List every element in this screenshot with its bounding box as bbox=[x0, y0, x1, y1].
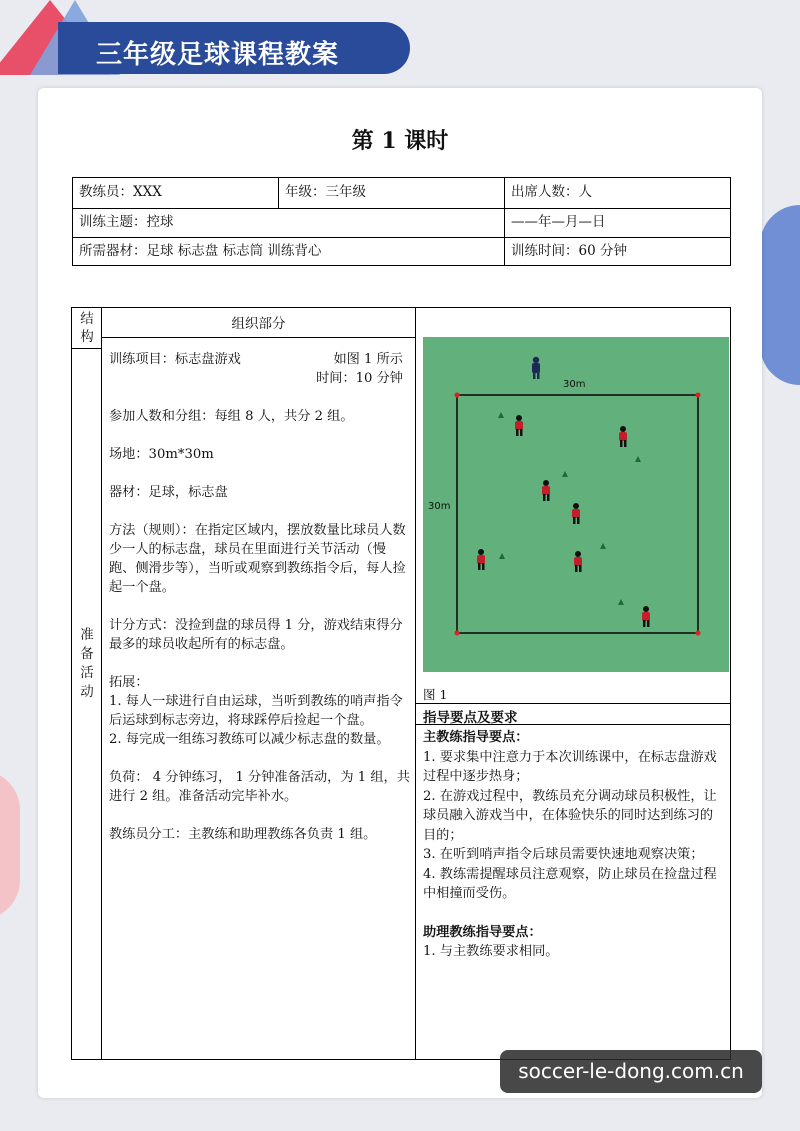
cone-marker bbox=[618, 599, 624, 605]
organization-header: 组织部分 bbox=[231, 316, 286, 332]
head-coach-title: 主教练指导要点： bbox=[423, 730, 529, 745]
player-figure bbox=[619, 426, 627, 447]
guidance-point: 4. 教练需提醒球员注意观察，防止球员在捡盘过程中相撞而受伤。 bbox=[423, 866, 717, 901]
attendance-cell: 出席人数：人 bbox=[504, 178, 730, 208]
row-divider bbox=[72, 348, 101, 349]
dimension-label-top: 30m bbox=[563, 379, 586, 390]
cone-marker bbox=[600, 543, 606, 549]
player-figure bbox=[572, 503, 580, 524]
equipment-line: 器材：足球，标志盘 bbox=[109, 485, 228, 500]
guidance-header: 指导要点及要求 bbox=[423, 710, 518, 726]
duration-cell: 训练时间：60 分钟 bbox=[504, 237, 730, 265]
header-title: 三年级足球课程教案 bbox=[96, 40, 340, 70]
row-divider bbox=[101, 337, 415, 338]
theme-cell: 训练主题：控球 bbox=[79, 214, 174, 230]
project-name: 训练项目：标志盘游戏 bbox=[109, 352, 241, 367]
lesson-plan-table bbox=[71, 307, 731, 1060]
cone-marker bbox=[498, 412, 504, 418]
player-figure bbox=[477, 549, 485, 570]
lesson-title: 第 1 课时 bbox=[351, 128, 449, 154]
cone-marker bbox=[499, 553, 505, 559]
column-divider bbox=[101, 308, 102, 1059]
extension-title: 拓展： bbox=[109, 675, 149, 690]
coach-figure bbox=[532, 357, 540, 379]
site-watermark: soccer-le-dong.com.cn bbox=[500, 1050, 762, 1093]
coach-cell: 教练员：XXX bbox=[79, 184, 162, 200]
cone-marker bbox=[562, 471, 568, 477]
assistant-coach-title: 助理教练指导要点： bbox=[423, 924, 542, 940]
guidance-point: 3. 在听到哨声指令后球员需要快速地观察决策； bbox=[423, 847, 704, 862]
equipment-cell: 所需器材：足球 标志盘 标志筒 训练背心 bbox=[79, 243, 322, 259]
column-divider bbox=[415, 308, 416, 1059]
pitch-svg bbox=[423, 337, 729, 672]
corner-marker bbox=[696, 631, 701, 636]
cone-marker bbox=[635, 456, 641, 462]
structure-header: 结构 bbox=[80, 311, 94, 345]
info-row bbox=[73, 178, 730, 209]
guidance-point: 2. 在游戏过程中，教练员充分调动球员积极性，让球员融入游戏当中，在体验快乐的同时达到练习的目的； bbox=[423, 788, 717, 843]
extension-item: 1. 每人一球进行自由运球，当听到教练的哨声指令后运球到标志旁边，将球踩停后捡起一个盘。 bbox=[109, 694, 403, 728]
side-decoration-left bbox=[0, 770, 20, 920]
drill-diagram bbox=[423, 337, 729, 672]
date-cell: ——年—月—日 bbox=[504, 208, 730, 237]
activity-description bbox=[109, 350, 411, 844]
corner-marker bbox=[455, 393, 460, 398]
scoring-paragraph: 计分方式：没捡到盘的球员得 1 分，游戏结束得分最多的球员收起所有的标志盘。 bbox=[109, 618, 403, 652]
load-paragraph: 负荷： 4 分钟练习， 1 分钟准备活动，为 1 组，共进行 2 组。准备活动完毕补水。 bbox=[109, 770, 410, 804]
figure-reference: 如图 1 所示 bbox=[333, 352, 403, 367]
field-line: 场地：30m*30m bbox=[109, 447, 214, 462]
info-row bbox=[73, 208, 730, 238]
figure-caption: 图 1 bbox=[423, 687, 448, 702]
corner-marker bbox=[455, 631, 460, 636]
guidance-point: 1. 与主教练要求相同。 bbox=[423, 944, 559, 959]
method-paragraph: 方法（规则）：在指定区域内，摆放数量比球员人数少一人的标志盘，球员在里面进行关节活动（慢跑、侧滑步等），当听或观察到教练指令后，每人捡起一个盘。 bbox=[109, 523, 406, 595]
dimension-label-left: 30m bbox=[428, 501, 451, 512]
row-divider bbox=[415, 703, 730, 704]
time-line: 时间：10 分钟 bbox=[316, 371, 403, 386]
player-figure bbox=[642, 606, 650, 627]
grade-cell: 年级：三年级 bbox=[278, 178, 504, 208]
info-row bbox=[73, 237, 730, 265]
extension-item: 2. 每完成一组练习教练可以减少标志盘的数量。 bbox=[109, 732, 390, 747]
guidance-point: 1. 要求集中注意力于本次训练课中，在标志盘游戏过程中逐步热身； bbox=[423, 749, 717, 784]
section-label: 准备活动 bbox=[80, 627, 94, 700]
players-line: 参加人数和分组：每组 8 人，共分 2 组。 bbox=[109, 409, 354, 424]
player-figure bbox=[515, 415, 523, 436]
guidance-content bbox=[423, 728, 726, 962]
division-paragraph: 教练员分工：主教练和助理教练各负责 1 组。 bbox=[109, 827, 377, 842]
side-decoration-right bbox=[760, 205, 800, 385]
lesson-info-table bbox=[72, 177, 731, 266]
player-figure bbox=[574, 551, 582, 572]
player-figure bbox=[542, 480, 550, 501]
corner-marker bbox=[696, 393, 701, 398]
project-line bbox=[109, 350, 411, 369]
